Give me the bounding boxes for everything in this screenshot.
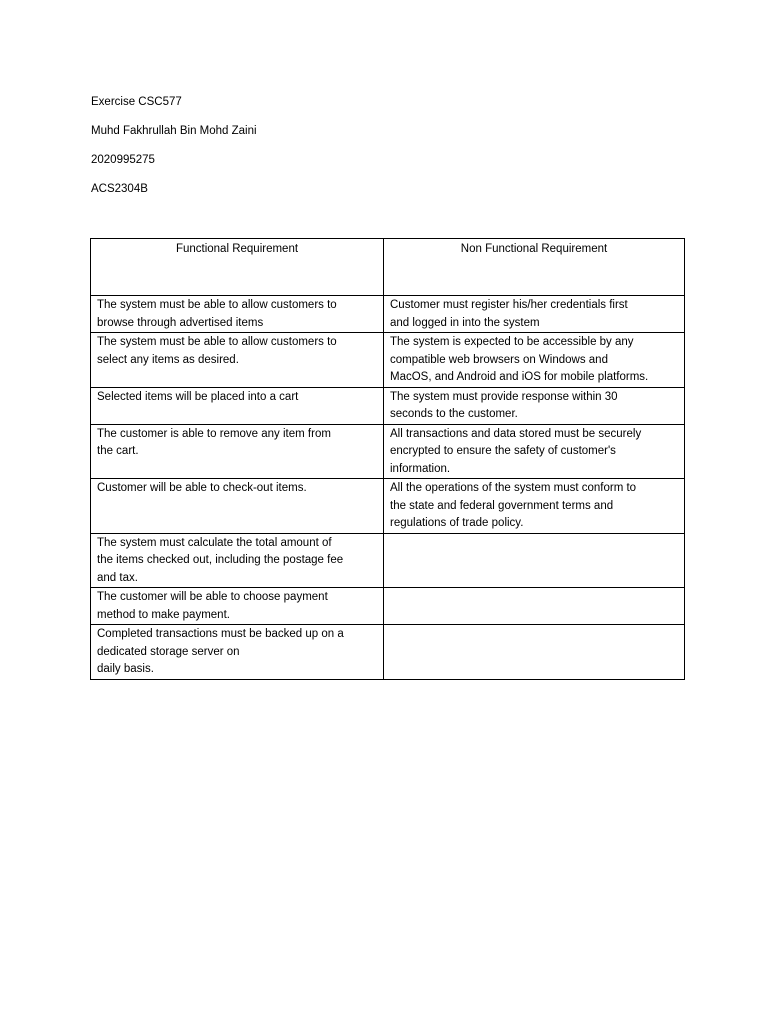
table-row [91,588,685,625]
functional-cell: The customer will be able to choose payment method to make payment. [91,588,384,625]
table-row [91,333,685,388]
non-functional-cell: Customer must register his/her credentials first and logged in into the system [384,296,685,333]
non-functional-cell [384,533,685,588]
functional-cell: Selected items will be placed into a cart [91,387,384,424]
non-functional-cell: The system must provide response within 30 seconds to the customer. [384,387,685,424]
functional-cell: The system must be able to allow customers to browse through advertised items [91,296,384,333]
class-group: ACS2304B [91,183,148,195]
student-id: 2020995275 [91,154,155,166]
table-row [91,424,685,479]
non-functional-cell [384,588,685,625]
functional-requirement-header: Functional Requirement [91,239,384,296]
table-row [91,296,685,333]
functional-cell: The system must calculate the total amount of the items checked out, including the postage fee and tax. [91,533,384,588]
functional-cell: The customer is able to remove any item from the cart. [91,424,384,479]
table-row [91,387,685,424]
student-name: Muhd Fakhrullah Bin Mohd Zaini [91,125,257,137]
non-functional-requirement-header: Non Functional Requirement [384,239,685,296]
table-row [91,625,685,680]
table-row [91,533,685,588]
functional-cell: Customer will be able to check-out items. [91,479,384,534]
exercise-title: Exercise CSC577 [91,96,182,108]
table-row [91,479,685,534]
table-header-row [91,239,685,296]
functional-cell: The system must be able to allow customers to select any items as desired. [91,333,384,388]
non-functional-cell: All transactions and data stored must be securely encrypted to ensure the safety of customer's information. [384,424,685,479]
non-functional-cell: All the operations of the system must conform to the state and federal government terms and regulations of trade policy. [384,479,685,534]
non-functional-cell [384,625,685,680]
non-functional-cell: The system is expected to be accessible by any compatible web browsers on Windows and MacOS, and Android and iOS for mobile platforms. [384,333,685,388]
functional-cell: Completed transactions must be backed up on a dedicated storage server on daily basis. [91,625,384,680]
requirements-table [90,238,685,680]
